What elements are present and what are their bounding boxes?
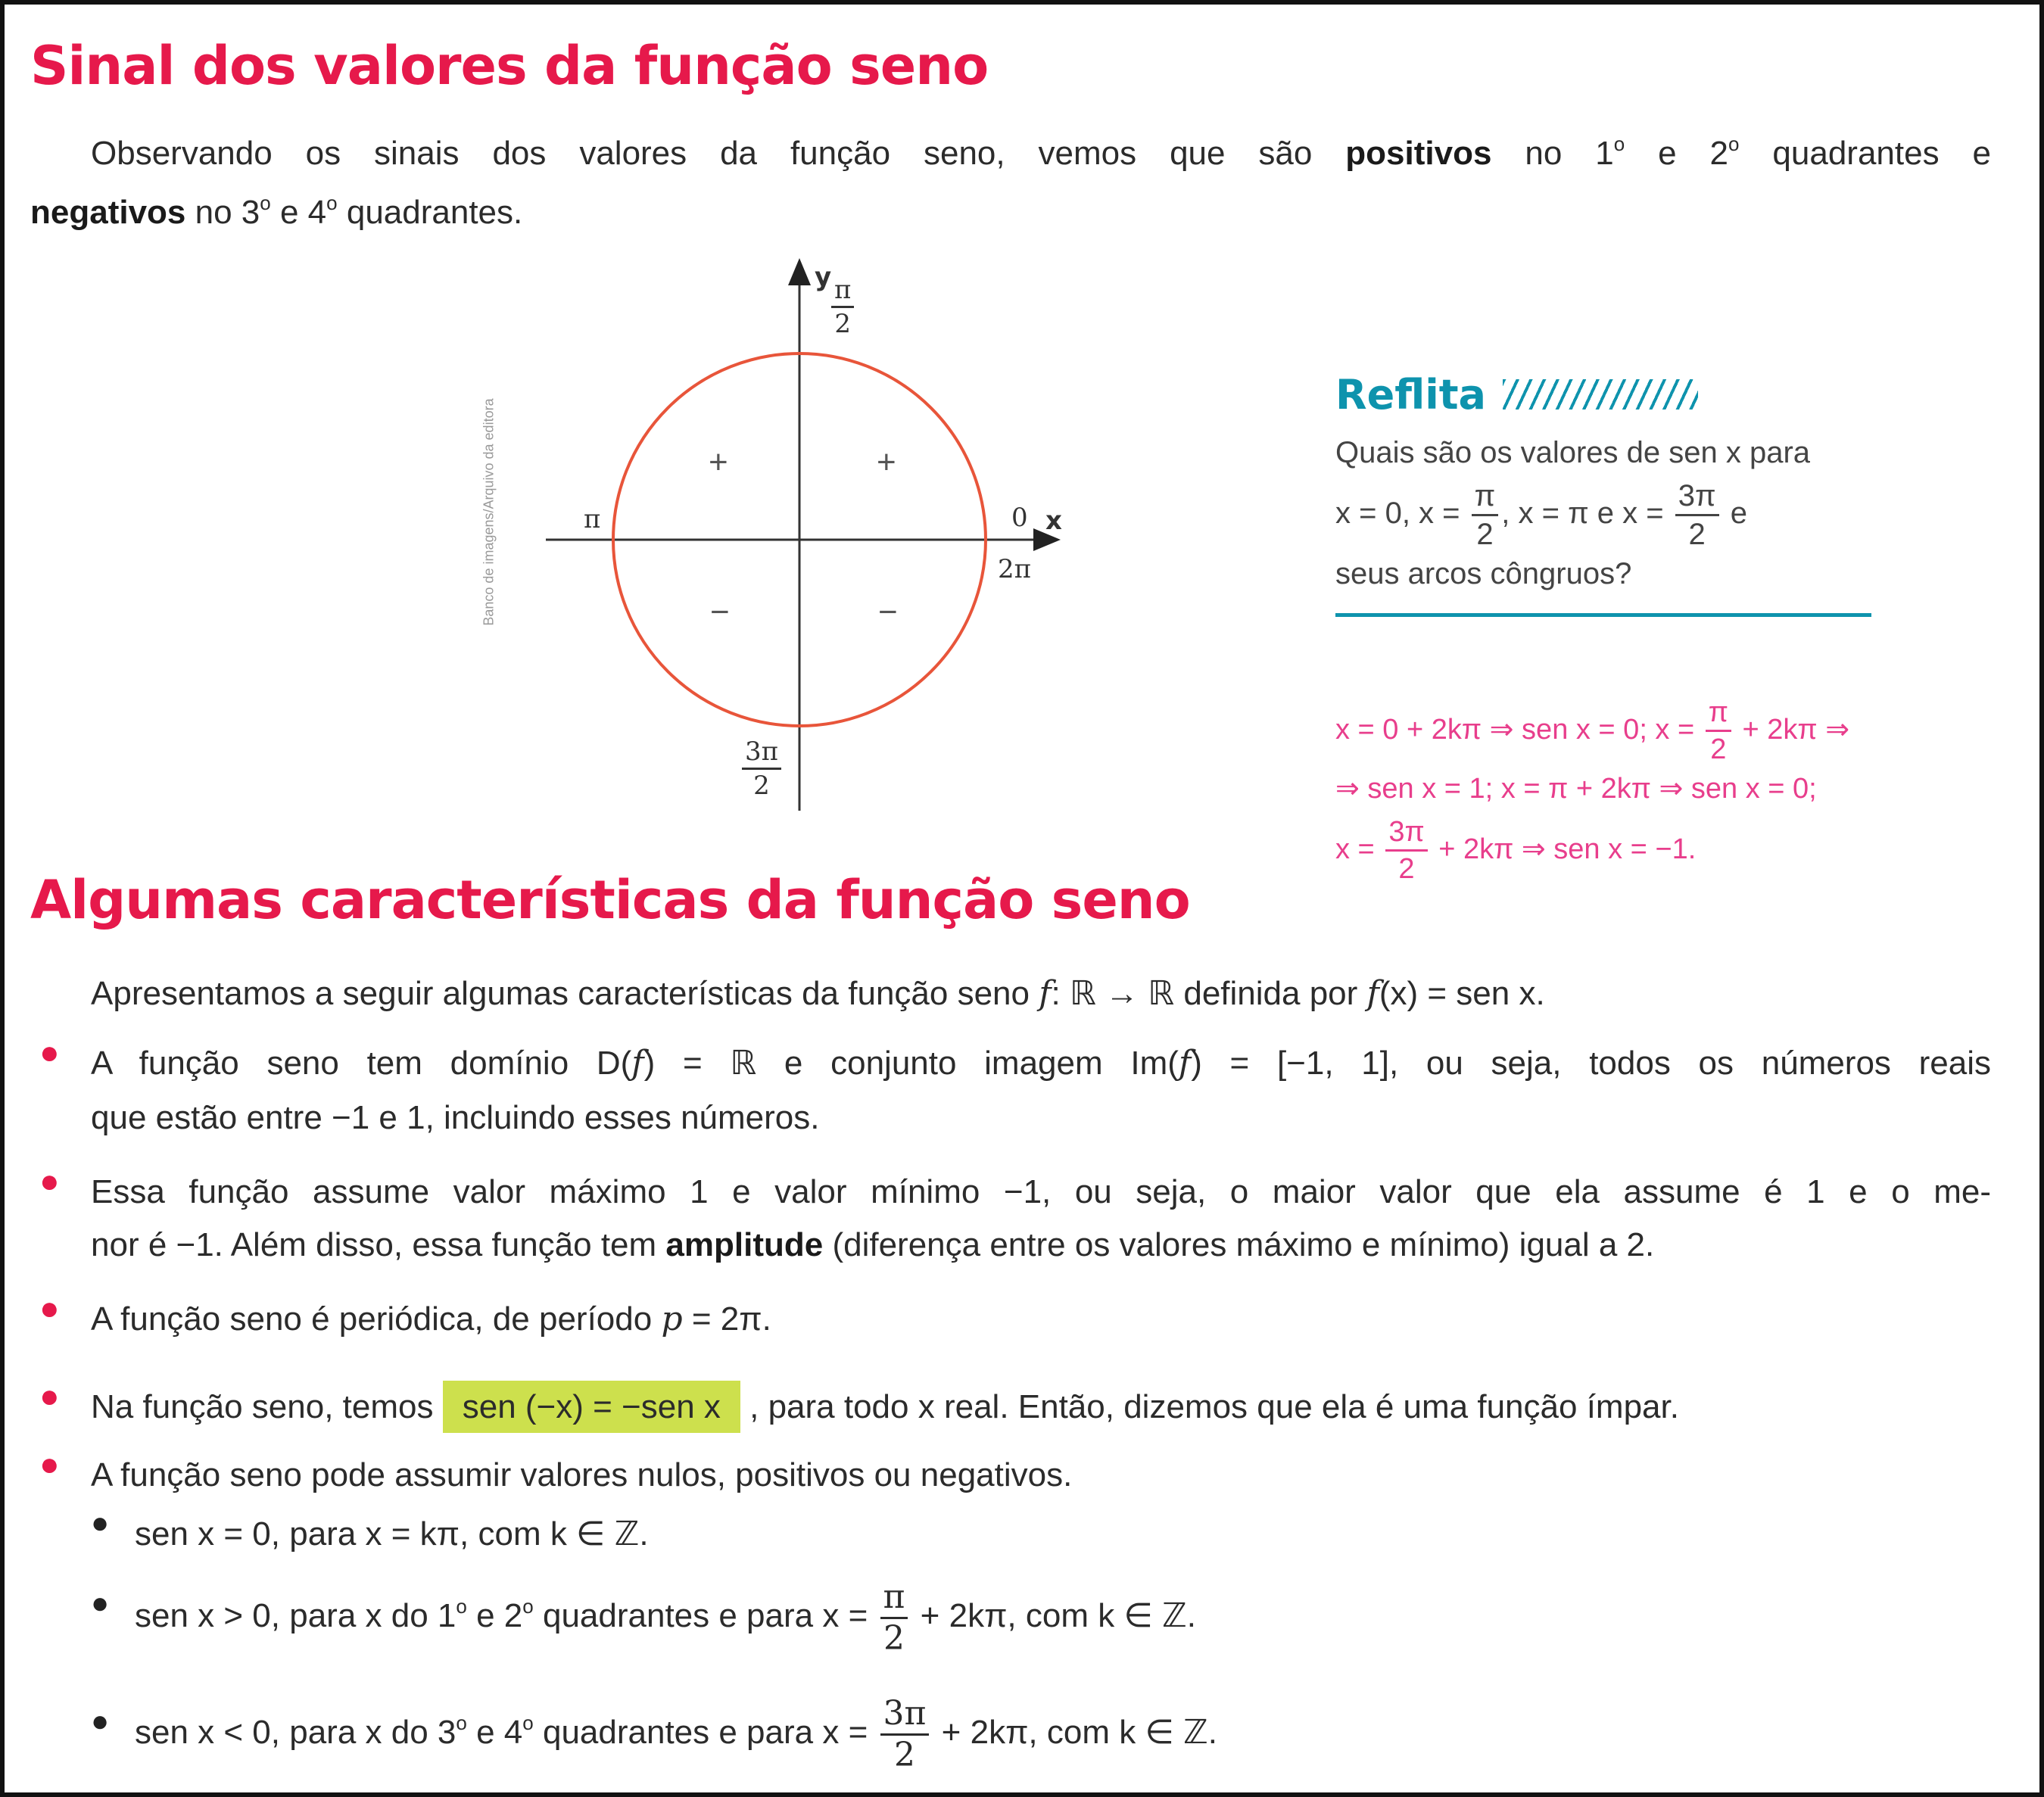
reflita-question-line1: Quais são os valores de sen x para (1335, 436, 1811, 469)
bullet2-line1: Essa função assume valor máximo 1 e valor mínimo −1, ou seja, o maior valor que ela assume é 1 e o me- (91, 1173, 1991, 1210)
bullet-marker: ● (39, 1163, 60, 1200)
bullet-marker: ● (39, 1034, 60, 1071)
bullet-marker: ● (39, 1446, 60, 1483)
reflita-answer (1335, 693, 2002, 887)
label-3pi-over-2: $\frac{3\pi}{2}$ (739, 739, 784, 799)
section2-title: Algumas características da função seno (30, 869, 1190, 931)
label-pi-over-2: $\frac{\pi}{2}$ (828, 277, 857, 337)
quadrant4-sign: − (878, 593, 898, 631)
bullet-domain-image (91, 1034, 1991, 1148)
x-axis-label: x (1045, 506, 1062, 536)
bullet-amplitude (91, 1163, 1991, 1275)
odd-identity-highlight: sen (−x) = −sen x (443, 1381, 740, 1433)
reflita-question-line2: x = 0, x = $\frac{\pi}{2}$ , x = π e x = $\frac{3\pi}{2}$ e (1335, 478, 1747, 551)
intro-line2: negativos no 3$^o$ e 4$^o$ quadrantes. (30, 191, 523, 231)
amplitude-keyword: amplitude (665, 1226, 824, 1263)
reflita-title: Reflita (1335, 370, 1486, 419)
reflita-divider (1335, 613, 1871, 617)
sub-bullet-marker: ● (91, 1587, 110, 1620)
answer-line1: x = 0 + 2kπ ⇒ sen x = 0; x = $\frac{\pi}{2}$ + 2kπ ⇒ (1335, 696, 1850, 766)
intro-line1: Observando os sinais dos valores da função seno, vemos que são positivos no 1$^o$ e 2$^o$ quadrantes e (91, 132, 1991, 172)
sub-bullet-marker: ● (91, 1506, 110, 1540)
reflita-question-line3: seus arcos côngruos? (1335, 557, 1632, 590)
positive-keyword: positivos (1345, 135, 1492, 172)
bullet-period: A função seno é periódica, de período p = 2π. (91, 1300, 771, 1338)
quadrant3-sign: − (710, 593, 730, 631)
bullet1-line1: A função seno tem domínio D(f) = ℝ e conjunto imagem Im(f) = [−1, 1], ou seja, todos os números reais (91, 1044, 1991, 1082)
sub-bullet-positive: sen x > 0, para x do 1$^o$ e 2$^o$ quadrantes e para x = $\frac{\pi}{2}$ + 2kπ, com k ∈ ℤ. (135, 1577, 1196, 1658)
section1-intro (30, 124, 1991, 242)
sub-bullet-marker: ● (91, 1705, 110, 1738)
reflita-header (1335, 366, 1880, 422)
sub-bullet-zero: sen x = 0, para x = kπ, com k ∈ ℤ. (135, 1515, 649, 1553)
label-2pi: 2π (998, 554, 1031, 584)
y-axis-label: y (815, 262, 832, 292)
bullet-marker: ● (39, 1378, 60, 1415)
label-pi: π (584, 504, 601, 534)
image-credit: Banco de imagens/Arquivo da editora (481, 398, 497, 626)
bullet2-line2: nor é −1. Além disso, essa função tem amplitude (diferença entre os valores máximo e mínimo) igual a 2. (91, 1226, 1655, 1263)
reflita-box (1335, 366, 1880, 617)
trig-circle-diagram (489, 254, 1080, 830)
negative-keyword: negativos (30, 194, 186, 231)
sine-sign-figure (481, 254, 1080, 830)
quadrant1-sign: + (877, 444, 896, 481)
sub-bullet-negative: sen x < 0, para x do 3$^o$ e 4$^o$ quadrantes e para x = $\frac{3\pi}{2}$ + 2kπ, com k ∈ ℤ. (135, 1693, 1217, 1774)
section2-intro: Apresentamos a seguir algumas características da função seno f: ℝ → ℝ definida por f(x) = sen x. (91, 974, 1545, 1013)
bullet1-line2: que estão entre −1 e 1, incluindo esses números. (91, 1099, 820, 1136)
reflita-hatch-decoration (1503, 379, 1698, 410)
bullet-odd-function: Na função seno, temos sen (−x) = −sen x , para todo x real. Então, dizemos que ela é uma função ímpar. (91, 1378, 1679, 1437)
quadrant2-sign: + (709, 444, 728, 481)
label-zero: 0 (1011, 503, 1028, 533)
bullet-sign-values: A função seno pode assumir valores nulos, positivos ou negativos. (91, 1456, 1073, 1493)
section1-title: Sinal dos valores da função seno (30, 35, 989, 97)
answer-line2: ⇒ sen x = 1; x = π + 2kπ ⇒ sen x = 0; (1335, 773, 1817, 805)
bullet-marker: ● (39, 1290, 60, 1327)
answer-line3: x = $\frac{3\pi}{2}$ + 2kπ ⇒ sen x = −1. (1335, 816, 1697, 886)
